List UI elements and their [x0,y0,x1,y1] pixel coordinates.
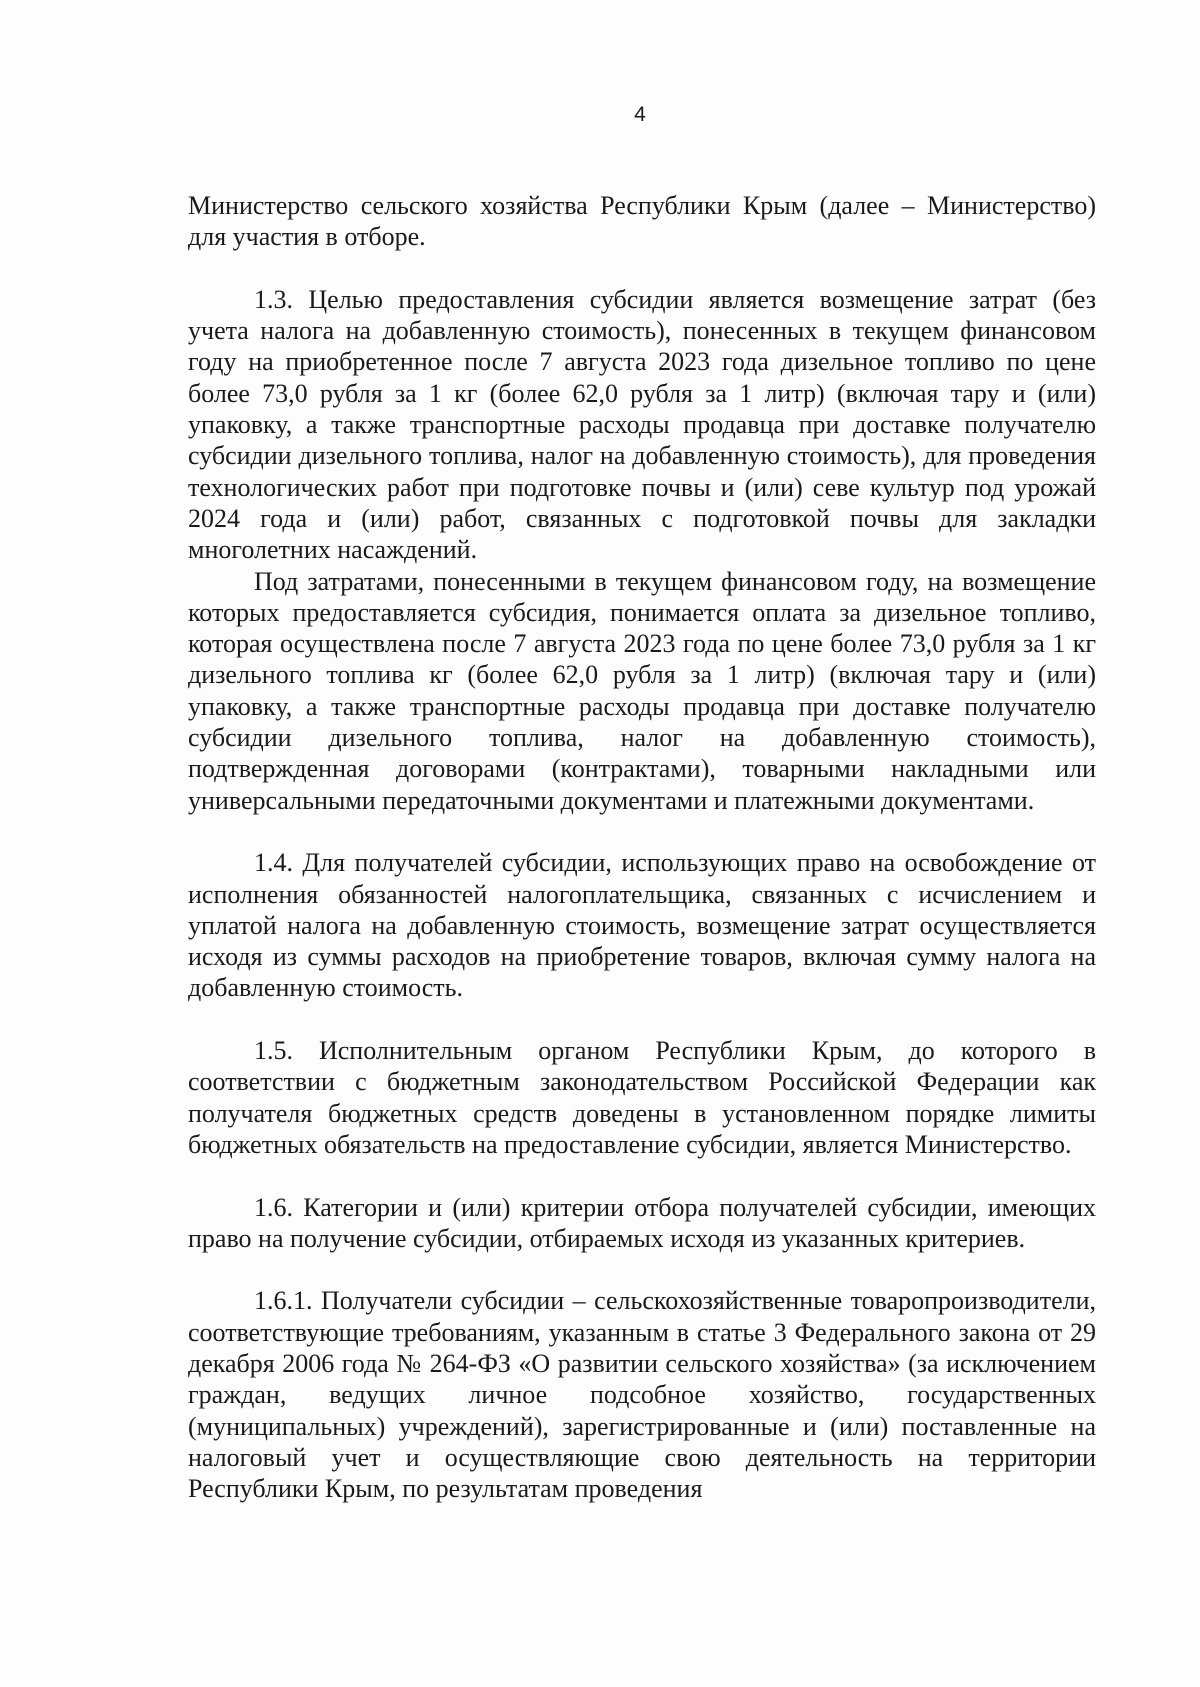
paragraph-gap [188,1254,1096,1285]
paragraph-1-4: 1.4. Для получателей субсидии, использующих право на освобождение от исполнения обязанностей налогоплательщика, связанных с исчислением и уплатой налога на добавленную стоимость, возмещение затрат осуществляется исходя из суммы расходов на приобретение товаров, включая сумму налога на добавленную стоимость. [188,848,1096,1003]
paragraph-1-6: 1.6. Категории и (или) критерии отбора получателей субсидии, имеющих право на получение субсидии, отбираемых исходя из указанных критериев. [188,1192,1096,1253]
page-number: 4 [634,103,646,126]
paragraph-1-6-1: 1.6.1. Получатели субсидии – сельскохозяйственные товаропроизводители, соответствующие требованиям, указанным в статье 3 Федерального закона от 29 декабря 2006 года № 264-ФЗ «О развитии сельского хозяйства» (за исключением граждан, ведущих личное подсобное хозяйство, государственных (муниципальных) учреждений), зарегистрированные и (или) поставленные на налоговый учет и осуществляющие свою деятельность на территории Республики Крым, по результатам проведения [188,1286,1096,1504]
paragraph-gap [188,1160,1096,1191]
paragraph-gap [188,816,1096,847]
paragraph-continuation: Министерство сельского хозяйства Республики Крым (далее – Министерство) для участия в отборе. [188,191,1096,252]
paragraph-gap [188,253,1096,284]
document-body [188,190,1096,1504]
paragraph-1-5: 1.5. Исполнительным органом Республики Крым, до которого в соответствии с бюджетным законодательством Российской Федерации как получателя бюджетных средств доведены в установленном порядке лимиты бюджетных обязательств на предоставление субсидии, является Министерство. [188,1036,1096,1159]
paragraph-1-3: 1.3. Целью предоставления субсидии является возмещение затрат (без учета налога на добавленную стоимость), понесенных в текущем финансовом году на приобретенное после 7 августа 2023 года дизельное топливо по цене более 73,0 рубля за 1 кг (более 62,0 рубля за 1 литр) (включая тару и (или) упаковку, а также транспортные расходы продавца при доставке получателю субсидии дизельного топлива, налог на добавленную стоимость), для проведения технологических работ при подготовке почвы и (или) севе культур под урожай 2024 года и (или) работ, связанных с подготовкой почвы для закладки многолетних насаждений. [188,284,1096,565]
paragraph-costs-definition: Под затратами, понесенными в текущем финансовом году, на возмещение которых предоставляется субсидия, понимается оплата за дизельное топливо, которая осуществлена после 7 августа 2023 года по цене более 73,0 рубля за 1 кг дизельного топлива кг (более 62,0 рубля за 1 литр) (включая тару и (или) упаковку, а также транспортные расходы продавца при доставке получателю субсидии дизельного топлива, налог на добавленную стоимость), подтвержденная договорами (контрактами), товарными накладными или универсальными передаточными документами и платежными документами. [188,566,1096,815]
paragraph-gap [188,1004,1096,1035]
